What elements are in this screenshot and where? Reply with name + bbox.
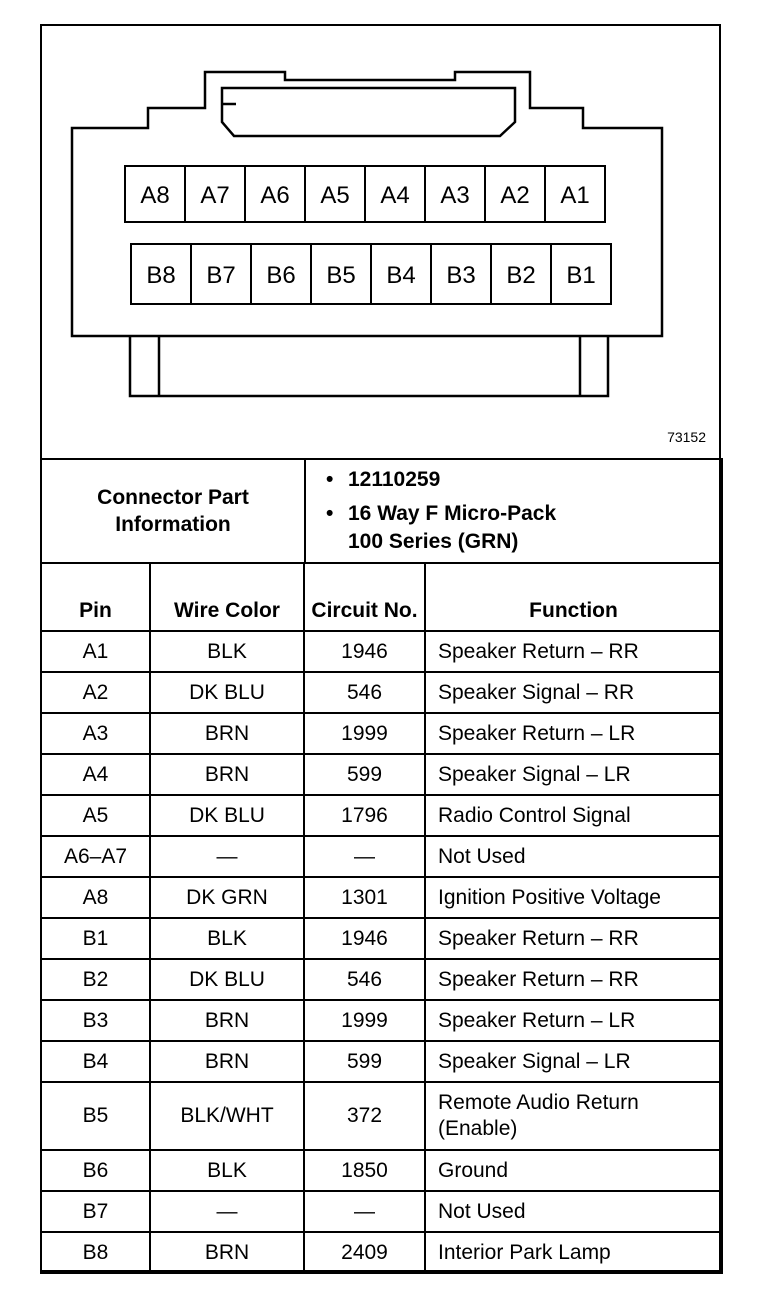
wire-color-value: DK BLU <box>150 959 304 1000</box>
pin-label: B6 <box>266 262 296 289</box>
function-value: Not Used <box>425 1191 722 1232</box>
pinout-table <box>40 562 723 1274</box>
description-line1: • 16 Way F Micro-Pack <box>348 500 713 528</box>
table-row <box>41 877 722 918</box>
pin-cell-value: B6 <box>41 1150 150 1191</box>
pin-cell-value: A6–A7 <box>41 836 150 877</box>
pin-cell-value: B8 <box>41 1232 150 1273</box>
function-value: Not Used <box>425 836 722 877</box>
pin-label: B2 <box>506 262 536 289</box>
pin-cell-value: B5 <box>41 1082 150 1150</box>
pin-label: B4 <box>386 262 416 289</box>
table-row <box>41 1150 722 1191</box>
table-row <box>41 1082 722 1150</box>
function-value: Speaker Return – LR <box>425 1000 722 1041</box>
pin-label: A6 <box>260 182 290 209</box>
circuit-value: 1301 <box>304 877 425 918</box>
connector-part-info <box>40 458 723 564</box>
pin-cell-value: A4 <box>41 754 150 795</box>
function-value: Radio Control Signal <box>425 795 722 836</box>
connector-info-values <box>305 459 722 563</box>
wire-color-value: BLK <box>150 918 304 959</box>
header-function: Function <box>425 563 722 631</box>
pin-cell-value: B2 <box>41 959 150 1000</box>
connector-diagram <box>0 0 768 460</box>
wire-color-value: DK BLU <box>150 795 304 836</box>
pin-label: A2 <box>500 182 530 209</box>
wire-color-value: BLK/WHT <box>150 1082 304 1150</box>
pin-cell-value: A2 <box>41 672 150 713</box>
table-row <box>41 754 722 795</box>
circuit-value: 546 <box>304 959 425 1000</box>
function-value: Speaker Return – RR <box>425 959 722 1000</box>
wire-color-value: BLK <box>150 631 304 672</box>
wire-color-value: BLK <box>150 1150 304 1191</box>
table-row <box>41 1000 722 1041</box>
figure-number: 73152 <box>667 429 706 445</box>
pin-cell-value: B3 <box>41 1000 150 1041</box>
circuit-value: 372 <box>304 1082 425 1150</box>
pin-cell-value: A8 <box>41 877 150 918</box>
pin-cell-value: B4 <box>41 1041 150 1082</box>
pin-cell-value: B1 <box>41 918 150 959</box>
wire-color-value: DK GRN <box>150 877 304 918</box>
function-value: Ground <box>425 1150 722 1191</box>
pin-label: A7 <box>200 182 230 209</box>
pin-cell-value: A5 <box>41 795 150 836</box>
wire-color-value: — <box>150 836 304 877</box>
circuit-value: 1796 <box>304 795 425 836</box>
connector-info-label: Connector Part Information <box>41 459 305 563</box>
table-row <box>41 836 722 877</box>
pin-label: B5 <box>326 262 356 289</box>
circuit-value: — <box>304 1191 425 1232</box>
circuit-value: 599 <box>304 1041 425 1082</box>
function-value: Speaker Return – RR <box>425 631 722 672</box>
pin-label: A3 <box>440 182 470 209</box>
pin-label: B8 <box>146 262 176 289</box>
function-value: Speaker Signal – RR <box>425 672 722 713</box>
wire-color-value: BRN <box>150 1232 304 1273</box>
pin-label: A1 <box>560 182 590 209</box>
circuit-value: 1999 <box>304 1000 425 1041</box>
pin-label: A4 <box>380 182 410 209</box>
table-row <box>41 1041 722 1082</box>
function-value: Speaker Return – RR <box>425 918 722 959</box>
pin-cell-value: A3 <box>41 713 150 754</box>
function-value: Speaker Return – LR <box>425 713 722 754</box>
header-wire-color: Wire Color <box>150 563 304 631</box>
circuit-value: 1946 <box>304 631 425 672</box>
pin-label: B1 <box>566 262 596 289</box>
wire-color-value: BRN <box>150 754 304 795</box>
table-row <box>41 1191 722 1232</box>
pin-cell-value: A1 <box>41 631 150 672</box>
table-row <box>41 672 722 713</box>
pin-cell-value: B7 <box>41 1191 150 1232</box>
wire-color-value: DK BLU <box>150 672 304 713</box>
circuit-value: 1946 <box>304 918 425 959</box>
pin-row-a <box>125 166 605 222</box>
function-value: Speaker Signal – LR <box>425 1041 722 1082</box>
circuit-value: 1850 <box>304 1150 425 1191</box>
wire-color-value: BRN <box>150 1000 304 1041</box>
circuit-value: 546 <box>304 672 425 713</box>
function-value: Ignition Positive Voltage <box>425 877 722 918</box>
table-row <box>41 959 722 1000</box>
pin-label: A8 <box>140 182 170 209</box>
wire-color-value: BRN <box>150 1041 304 1082</box>
part-number: • 12110259 <box>348 466 713 494</box>
pin-row-b <box>131 244 611 304</box>
function-value: Interior Park Lamp <box>425 1232 722 1273</box>
header-circuit-no: Circuit No. <box>304 563 425 631</box>
function-value: Speaker Signal – LR <box>425 754 722 795</box>
wire-color-value: BRN <box>150 713 304 754</box>
circuit-value: 599 <box>304 754 425 795</box>
description-line2: 100 Series (GRN) <box>348 530 519 553</box>
circuit-value: 1999 <box>304 713 425 754</box>
circuit-value: 2409 <box>304 1232 425 1273</box>
table-row <box>41 631 722 672</box>
wire-color-value: — <box>150 1191 304 1232</box>
bottom-latch <box>130 336 608 396</box>
table-row <box>41 1232 722 1273</box>
header-pin: Pin <box>41 563 150 631</box>
table-row <box>41 713 722 754</box>
circuit-value: — <box>304 836 425 877</box>
table-row <box>41 795 722 836</box>
locking-tab <box>222 88 515 136</box>
pin-label: A5 <box>320 182 350 209</box>
pin-label: B3 <box>446 262 476 289</box>
table-row <box>41 918 722 959</box>
function-value: Remote Audio Return (Enable) <box>425 1082 722 1150</box>
pin-label: B7 <box>206 262 236 289</box>
